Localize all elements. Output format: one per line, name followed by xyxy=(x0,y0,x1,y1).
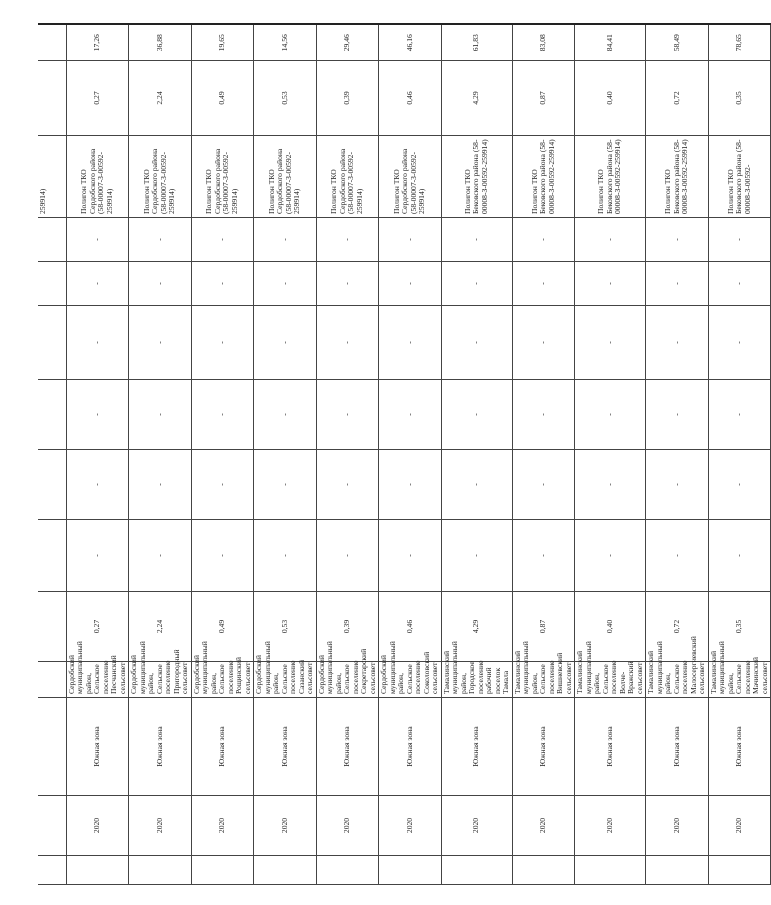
municipality-cell: Сердобский муниципальный район, Сельское поселение Рощинский сельсовет xyxy=(191,662,254,698)
table-row xyxy=(575,25,646,885)
empty-col-3: - xyxy=(575,380,646,450)
row-gutter xyxy=(316,856,379,885)
empty-col-2: - xyxy=(512,450,575,520)
empty-col-2: - xyxy=(316,450,379,520)
empty-col-4: - xyxy=(191,306,254,380)
value-a-cell: 4,29 xyxy=(441,592,512,662)
total-cell: 17,26 xyxy=(66,25,129,61)
year-cell: 2020 xyxy=(66,796,129,856)
table-row xyxy=(129,25,192,885)
zone-cell: Южная зона xyxy=(254,698,317,796)
empty-col-4: - xyxy=(129,306,192,380)
year-cell: 2020 xyxy=(379,796,442,856)
zone-cell: Южная зона xyxy=(191,698,254,796)
year-cell: 2020 xyxy=(575,796,646,856)
empty-col-3: - xyxy=(646,380,709,450)
empty-col-2: - xyxy=(575,450,646,520)
empty-col-6: - xyxy=(441,218,512,262)
total-cell: 61,83 xyxy=(441,25,512,61)
table-row xyxy=(379,25,442,885)
empty-col-3: - xyxy=(129,380,192,450)
table-row xyxy=(512,25,575,885)
empty-col-4: - xyxy=(575,306,646,380)
value-b-cell: 0,53 xyxy=(254,61,317,136)
empty-col-6: - xyxy=(708,218,771,262)
value-b-cell: 4,29 xyxy=(441,61,512,136)
value-a-cell: 0,27 xyxy=(66,592,129,662)
year-cell: 2020 xyxy=(316,796,379,856)
waste-flow-table xyxy=(38,24,771,886)
row-gutter xyxy=(379,856,442,885)
header-fragment: 259914) xyxy=(38,136,66,218)
empty-col-2: - xyxy=(646,450,709,520)
empty-col-6: - xyxy=(191,218,254,262)
empty-col-5: - xyxy=(708,262,771,306)
empty-col-2: - xyxy=(254,450,317,520)
zone-cell: Южная зона xyxy=(441,698,512,796)
year-cell: 2020 xyxy=(708,796,771,856)
empty-col-3: - xyxy=(316,380,379,450)
polygon-cell: Полигон ТКО Бековского района (58-00008-З-00592-259914) xyxy=(575,136,646,218)
value-b-cell: 0,72 xyxy=(646,61,709,136)
polygon-cell: Полигон ТКО Сердобского района (58-00007-З-00592-259914) xyxy=(379,136,442,218)
empty-col-2: - xyxy=(708,450,771,520)
empty-col-2: - xyxy=(441,450,512,520)
empty-col-2: - xyxy=(191,450,254,520)
table-row xyxy=(441,25,512,885)
municipality-cell: Тамалинский муниципальный район, Сельское поселение Вишневский сельсовет xyxy=(512,662,575,698)
value-b-cell: 0,27 xyxy=(66,61,129,136)
empty-col-4: - xyxy=(646,306,709,380)
empty-col-2: - xyxy=(66,450,129,520)
row-gutter xyxy=(254,856,317,885)
year-cell: 2020 xyxy=(441,796,512,856)
municipality-cell: Сердобский муниципальный район, Сельское поселение Сазанский сельсовет xyxy=(254,662,317,698)
total-cell: 78,65 xyxy=(708,25,771,61)
empty-col-5: - xyxy=(66,262,129,306)
empty-col-4: - xyxy=(441,306,512,380)
zone-cell: Южная зона xyxy=(575,698,646,796)
empty-col-1: - xyxy=(316,520,379,592)
empty-col-1: - xyxy=(646,520,709,592)
table-row xyxy=(316,25,379,885)
polygon-cell: Полигон ТКО Сердобского района (58-00007-З-00592-259914) xyxy=(66,136,129,218)
value-b-cell: 0,40 xyxy=(575,61,646,136)
value-a-cell: 0,49 xyxy=(191,592,254,662)
year-cell: 2020 xyxy=(191,796,254,856)
polygon-cell: Полигон ТКО Сердобского района (58-00007-З-00592-259914) xyxy=(254,136,317,218)
empty-col-6: - xyxy=(575,218,646,262)
empty-col-5: - xyxy=(512,262,575,306)
empty-col-4: - xyxy=(66,306,129,380)
empty-col-6: - xyxy=(379,218,442,262)
total-cell: 14,56 xyxy=(254,25,317,61)
value-a-cell: 0,72 xyxy=(646,592,709,662)
row-gutter xyxy=(646,856,709,885)
empty-col-3: - xyxy=(191,380,254,450)
table-row xyxy=(254,25,317,885)
empty-col-1: - xyxy=(66,520,129,592)
total-cell: 46,16 xyxy=(379,25,442,61)
polygon-cell: Полигон ТКО Сердобского района (58-00007-З-00592-259914) xyxy=(129,136,192,218)
empty-col-5: - xyxy=(441,262,512,306)
rotated-table-container xyxy=(38,25,769,885)
value-a-cell: 0,87 xyxy=(512,592,575,662)
municipality-cell: Сердобский муниципальный район, Сельское поселение Секретарский сельсовет xyxy=(316,662,379,698)
municipality-cell: Сердобский муниципальный район, Сельское поселение Песчанский сельсовет xyxy=(66,662,129,698)
empty-col-1: - xyxy=(441,520,512,592)
total-cell: 19,65 xyxy=(191,25,254,61)
empty-col-6: - xyxy=(254,218,317,262)
empty-col-5: - xyxy=(316,262,379,306)
empty-col-2: - xyxy=(379,450,442,520)
empty-col-6: - xyxy=(646,218,709,262)
empty-col-6: - xyxy=(129,218,192,262)
table-row xyxy=(38,25,66,885)
empty-col-5: - xyxy=(379,262,442,306)
value-b-cell: 0,39 xyxy=(316,61,379,136)
empty-col-4: - xyxy=(316,306,379,380)
empty-col-1: - xyxy=(708,520,771,592)
empty-col-5: - xyxy=(575,262,646,306)
total-cell: 84,41 xyxy=(575,25,646,61)
zone-cell: Южная зона xyxy=(129,698,192,796)
table-row xyxy=(191,25,254,885)
value-b-cell: 0,49 xyxy=(191,61,254,136)
zone-cell: Южная зона xyxy=(379,698,442,796)
row-gutter xyxy=(129,856,192,885)
polygon-cell: Полигон ТКО Сердобского района (58-00007-З-00592-259914) xyxy=(191,136,254,218)
value-b-cell: 0,35 xyxy=(708,61,771,136)
row-gutter xyxy=(441,856,512,885)
municipality-cell: Тамалинский муниципальный район, Сельское поселение Волче-Вражский сельсовет xyxy=(575,662,646,698)
zone-cell: Южная зона xyxy=(512,698,575,796)
table-row xyxy=(708,25,771,885)
value-b-cell: 2,24 xyxy=(129,61,192,136)
empty-col-4: - xyxy=(379,306,442,380)
empty-col-1: - xyxy=(379,520,442,592)
empty-col-5: - xyxy=(129,262,192,306)
row-gutter xyxy=(191,856,254,885)
empty-col-4: - xyxy=(512,306,575,380)
row-gutter xyxy=(66,856,129,885)
empty-col-1: - xyxy=(191,520,254,592)
zone-cell: Южная зона xyxy=(66,698,129,796)
year-cell: 2020 xyxy=(646,796,709,856)
value-b-cell: 0,87 xyxy=(512,61,575,136)
zone-cell: Южная зона xyxy=(316,698,379,796)
year-cell: 2020 xyxy=(254,796,317,856)
value-a-cell: 2,24 xyxy=(129,592,192,662)
empty-col-3: - xyxy=(254,380,317,450)
municipality-cell: Тамалинский муниципальный район, Городское поселение рабочий поселок Тамала xyxy=(441,662,512,698)
municipality-cell: Тамалинский муниципальный район, Сельское поселение Мачинский сельсовет xyxy=(708,662,771,698)
empty-col-5: - xyxy=(254,262,317,306)
empty-col-3: - xyxy=(708,380,771,450)
row-gutter xyxy=(708,856,771,885)
empty-col-4: - xyxy=(254,306,317,380)
empty-col-3: - xyxy=(66,380,129,450)
value-a-cell: 0,46 xyxy=(379,592,442,662)
zone-cell: Южная зона xyxy=(646,698,709,796)
year-cell: 2020 xyxy=(512,796,575,856)
empty-col-1: - xyxy=(575,520,646,592)
polygon-cell: Полигон ТКО Бековского района (58-00008-З-00592-259914) xyxy=(512,136,575,218)
row-gutter xyxy=(575,856,646,885)
polygon-cell: Полигон ТКО Бековского района (58-00008-З-00592- xyxy=(708,136,771,218)
empty-col-5: - xyxy=(191,262,254,306)
value-a-cell: 0,35 xyxy=(708,592,771,662)
empty-col-3: - xyxy=(441,380,512,450)
empty-col-6: - xyxy=(316,218,379,262)
empty-col-3: - xyxy=(379,380,442,450)
polygon-cell: Полигон ТКО Бековского района (58-00008-З-00592-259914) xyxy=(646,136,709,218)
value-b-cell: 0,46 xyxy=(379,61,442,136)
year-cell: 2020 xyxy=(129,796,192,856)
empty-col-6: - xyxy=(512,218,575,262)
value-a-cell: 0,53 xyxy=(254,592,317,662)
total-cell: 58,49 xyxy=(646,25,709,61)
empty-col-1: - xyxy=(512,520,575,592)
table-row xyxy=(646,25,709,885)
empty-col-3: - xyxy=(512,380,575,450)
value-a-cell: 0,39 xyxy=(316,592,379,662)
total-cell: 29,46 xyxy=(316,25,379,61)
empty-col-1: - xyxy=(129,520,192,592)
value-a-cell: 0,40 xyxy=(575,592,646,662)
municipality-cell: Тамалинский муниципальный район, Сельское поселение Малосергиевский сельсовет xyxy=(646,662,709,698)
table-body xyxy=(38,25,771,885)
empty-col-6: - xyxy=(66,218,129,262)
empty-col-4: - xyxy=(708,306,771,380)
total-cell: 36,88 xyxy=(129,25,192,61)
municipality-cell: Сердобский муниципальный район, Сельское поселение Пригородный сельсовет xyxy=(129,662,192,698)
zone-cell: Южная зона xyxy=(708,698,771,796)
row-gutter xyxy=(512,856,575,885)
total-cell: 83,08 xyxy=(512,25,575,61)
polygon-cell: Полигон ТКО Бековского района (58-00008-З-00592-259914) xyxy=(441,136,512,218)
table-row xyxy=(66,25,129,885)
empty-col-5: - xyxy=(646,262,709,306)
polygon-cell: Полигон ТКО Сердобского района (58-00007-З-00592-259914) xyxy=(316,136,379,218)
municipality-cell: Сердобский муниципальный район, Сельское поселение Соколовский сельсовет xyxy=(379,662,442,698)
empty-col-2: - xyxy=(129,450,192,520)
empty-col-1: - xyxy=(254,520,317,592)
